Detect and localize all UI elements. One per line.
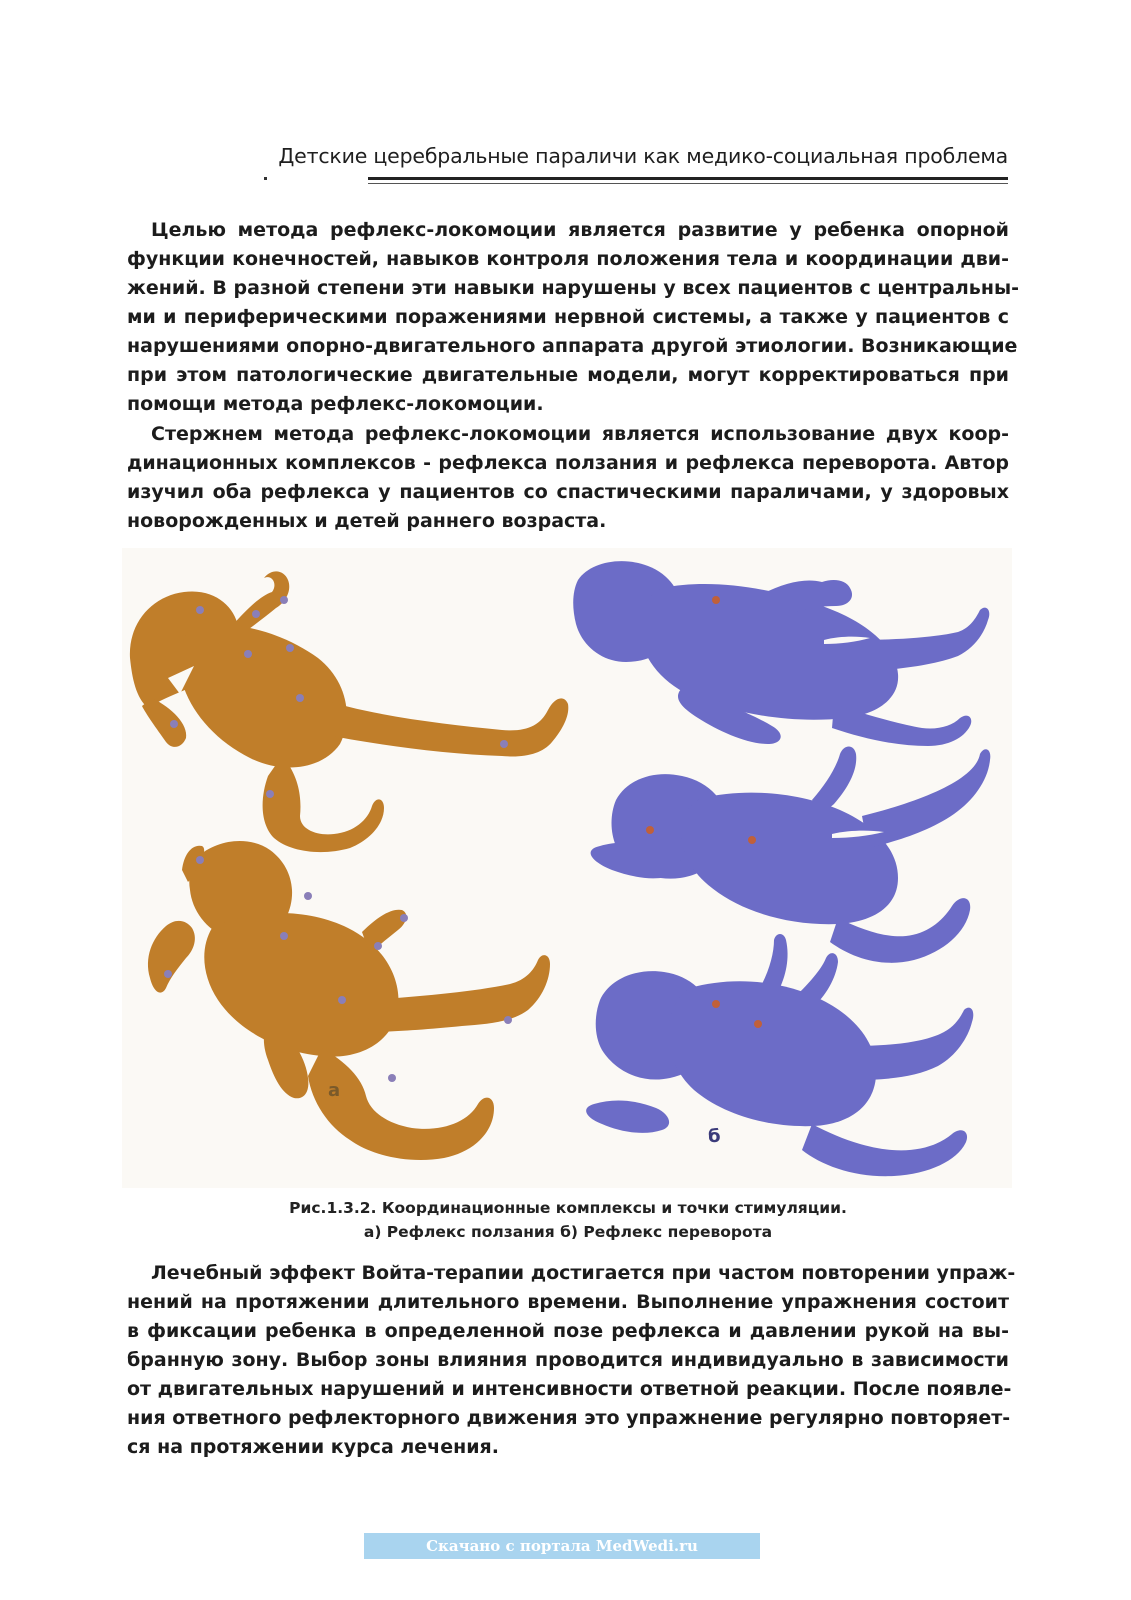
download-watermark bbox=[364, 1533, 760, 1559]
paragraph-3 bbox=[127, 1259, 1016, 1462]
watermark-text: Скачано с портала MedWedi.ru bbox=[426, 1537, 698, 1555]
stimulation-point bbox=[504, 1016, 512, 1024]
stimulation-point bbox=[388, 1074, 396, 1082]
stimulation-point bbox=[266, 790, 274, 798]
stimulation-point bbox=[196, 856, 204, 864]
stimulation-point bbox=[646, 826, 654, 834]
text-line: Лечебный эффект Войта-терапии достигается при частом повторении упраж- bbox=[151, 1262, 1016, 1284]
stimulation-point bbox=[280, 596, 288, 604]
stimulation-point bbox=[374, 942, 382, 950]
stimulation-point bbox=[196, 606, 204, 614]
stimulation-point bbox=[252, 610, 260, 618]
rolling-infant-1-silhouette bbox=[573, 561, 989, 746]
text-line: бранную зону. Выбор зоны влияния проводится индивидуально в зависимости bbox=[127, 1349, 1009, 1371]
stimulation-point bbox=[164, 970, 172, 978]
crawling-infant-top-silhouette bbox=[130, 571, 568, 852]
text-line: при этом патологические двигательные модели, могут корректироваться при bbox=[127, 364, 1009, 386]
stimulation-point bbox=[748, 836, 756, 844]
figure-caption-legend: а) Рефлекс ползания б) Рефлекс переворота bbox=[363, 1223, 773, 1241]
running-header: Детские церебральные параличи как медико-социальная проблема bbox=[278, 144, 1008, 168]
stimulation-point bbox=[754, 1020, 762, 1028]
stimulation-point bbox=[712, 596, 720, 604]
stimulation-point bbox=[304, 892, 312, 900]
stimulation-point bbox=[712, 1000, 720, 1008]
text-line: нений на протяжении длительного времени. Выполнение упражнения состоит bbox=[127, 1291, 1009, 1313]
scan-speck bbox=[264, 177, 267, 180]
stimulation-point bbox=[400, 914, 408, 922]
figure-reflex-silhouettes bbox=[122, 548, 1012, 1188]
stimulation-point bbox=[296, 694, 304, 702]
text-line: Целью метода рефлекс-локомоции является развитие у ребенка опорной bbox=[151, 219, 1009, 241]
stimulation-point bbox=[280, 932, 288, 940]
text-line: ми и периферическими поражениями нервной системы, а также у пациентов с bbox=[127, 306, 1009, 328]
text-line: от двигательных нарушений и интенсивности ответной реакции. После появле- bbox=[127, 1378, 1012, 1400]
text-line: жений. В разной степени эти навыки нарушены у всех пациентов с центральны- bbox=[127, 277, 1020, 299]
panel-label-b: б bbox=[708, 1126, 721, 1147]
rolling-infant-3-silhouette bbox=[586, 934, 973, 1176]
rolling-infant-2-silhouette bbox=[591, 747, 991, 963]
crawling-infant-bottom-silhouette bbox=[148, 841, 550, 1160]
text-line: нарушениями опорно-двигательного аппарата другой этиологии. Возникающие bbox=[127, 335, 1018, 357]
text-line: функции конечностей, навыков контроля положения тела и координации дви- bbox=[127, 248, 1009, 270]
text-line: ся на протяжении курса лечения. bbox=[127, 1436, 499, 1458]
stimulation-point bbox=[170, 720, 178, 728]
stimulation-point bbox=[338, 996, 346, 1004]
text-line: новорожденных и детей раннего возраста. bbox=[127, 510, 607, 532]
text-line: Стержнем метода рефлекс-локомоции является использование двух коор- bbox=[151, 423, 1009, 445]
panel-label-a: а bbox=[328, 1080, 341, 1101]
figure-caption-title: Рис.1.3.2. Координационные комплексы и точки стимуляции. bbox=[289, 1199, 847, 1217]
stimulation-point bbox=[286, 644, 294, 652]
text-line: изучил оба рефлекса у пациентов со спастическими параличами, у здоровых bbox=[127, 481, 1009, 503]
text-line: ния ответного рефлекторного движения это упражнение регулярно повторяет- bbox=[127, 1407, 1011, 1429]
header-rule bbox=[368, 177, 1008, 180]
text-line: помощи метода рефлекс-локомоции. bbox=[127, 393, 544, 415]
text-line: в фиксации ребенка в определенной позе рефлекса и давлении рукой на вы- bbox=[127, 1320, 1009, 1342]
paragraph-1 bbox=[127, 216, 1020, 419]
header-rule-thin bbox=[368, 183, 1008, 184]
text-line: динационных комплексов - рефлекса ползания и рефлекса переворота. Автор bbox=[127, 452, 1009, 474]
paragraph-2 bbox=[127, 420, 1009, 536]
stimulation-point bbox=[244, 650, 252, 658]
stimulation-point bbox=[500, 740, 508, 748]
